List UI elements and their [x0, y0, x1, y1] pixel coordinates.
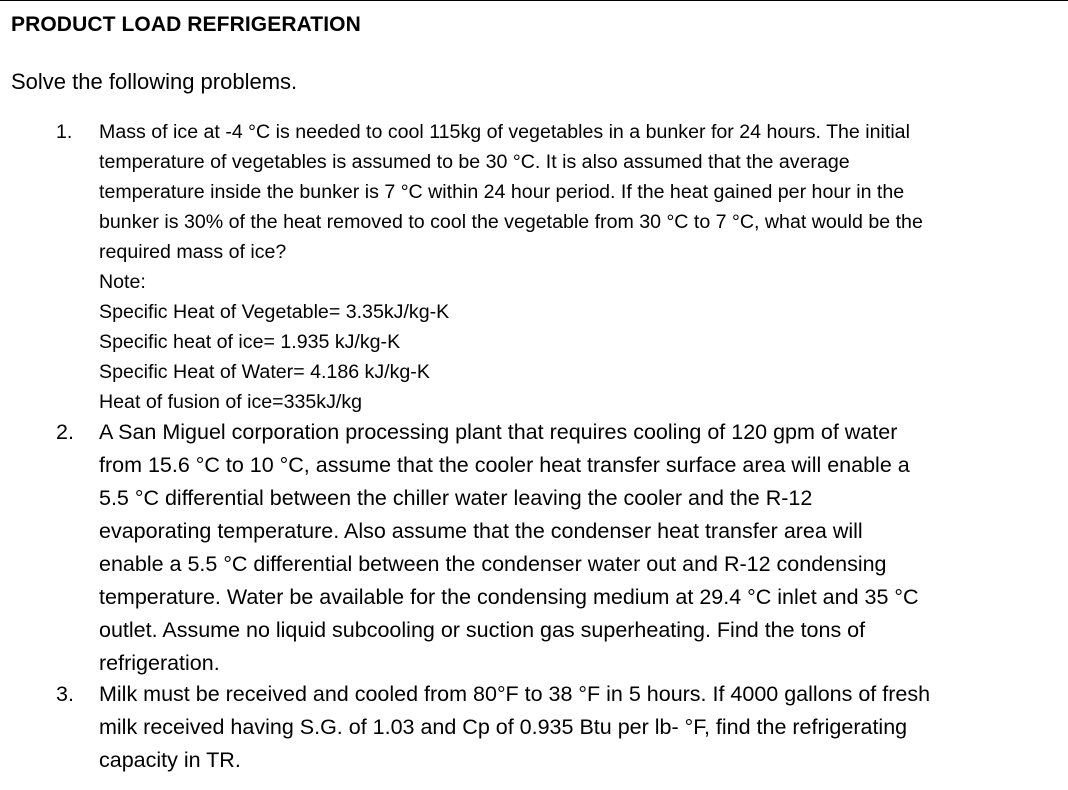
problem-text-line: enable a 5.5 °C differential between the condenser water out and R-12 condensing: [99, 552, 887, 576]
note-item: Heat of fusion of ice=335kJ/kg: [99, 391, 363, 413]
note-label: Note:: [99, 271, 146, 293]
problem-text-line: temperature. Water be available for the condensing medium at 29.4 °C inlet and 35 °C: [99, 585, 919, 609]
problem-text-line: outlet. Assume no liquid subcooling or suction gas superheating. Find the tons of: [99, 618, 866, 642]
problem-text-line: temperature inside the bunker is 7 °C within 24 hour period. If the heat gained per hour in the: [99, 181, 905, 203]
page-title: PRODUCT LOAD REFRIGERATION: [11, 13, 361, 36]
problem-text-line: from 15.6 °C to 10 °C, assume that the cooler heat transfer surface area will enable a: [99, 453, 910, 477]
note-item: Specific Heat of Vegetable= 3.35kJ/kg-K: [99, 301, 450, 323]
problem-text-line: bunker is 30% of the heat removed to cool the vegetable from 30 °C to 7 °C, what would be the: [99, 211, 923, 233]
note-item: Specific Heat of Water= 4.186 kJ/kg-K: [99, 361, 430, 383]
problem-number: 3.: [56, 682, 74, 706]
problem-text-line: milk received having S.G. of 1.03 and Cp of 0.935 Btu per lb- °F, find the refrigerating: [99, 715, 908, 739]
problem-text-line: temperature of vegetables is assumed to be 30 °C. It is also assumed that the average: [99, 151, 850, 173]
problem-text-line: capacity in TR.: [99, 748, 241, 772]
note-item: Specific heat of ice= 1.935 kJ/kg-K: [99, 331, 401, 353]
problem-text-line: A San Miguel corporation processing plant that requires cooling of 120 gpm of water: [99, 420, 898, 444]
problem-text-line: refrigeration.: [99, 651, 220, 675]
problem-number: 1.: [56, 121, 73, 143]
problem-number: 2.: [56, 420, 74, 444]
top-divider: [0, 0, 1068, 1]
problem-text-line: evaporating temperature. Also assume that the condenser heat transfer area will: [99, 519, 863, 543]
problem-text-line: 5.5 °C differential between the chiller water leaving the cooler and the R-12: [99, 486, 813, 510]
problem-text-line: required mass of ice?: [99, 241, 287, 263]
instructions-text: Solve the following problems.: [11, 69, 298, 94]
problem-text-line: Milk must be received and cooled from 80°F to 38 °F in 5 hours. If 4000 gallons of fresh: [99, 682, 931, 706]
problem-text-line: Mass of ice at -4 °C is needed to cool 115kg of vegetables in a bunker for 24 hours. The initial: [99, 121, 910, 143]
